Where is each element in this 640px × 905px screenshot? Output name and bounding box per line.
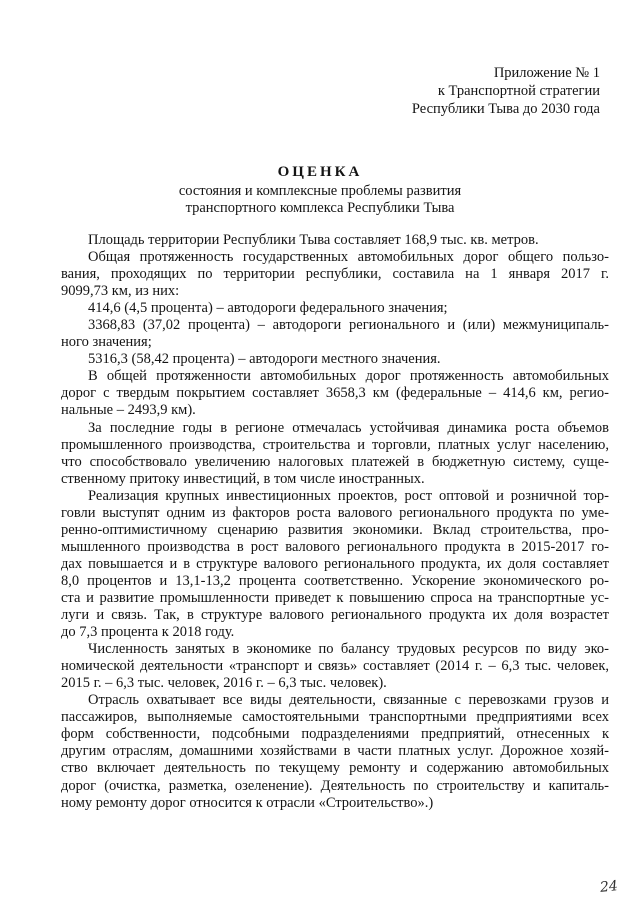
body-line: до 7,3 процента к 2018 году. [61,624,235,641]
subtitle-line: состояния и комплексные проблемы развития [178,183,462,199]
handwritten-page-number: 24 [599,878,619,896]
body-line: дорог (очистка, разметка, озеленение). Деятельность по строительству и капиталь- [61,777,609,794]
body-line: 5316,3 (58,42 процента) – автодороги местного значения. [88,351,441,368]
body-line: 8,0 процентов и 13,1-13,2 процента соответственно. Ускорение экономического ро- [61,572,609,589]
body-line: ному ремонту дорог относится к отрасли «Строительство».) [61,794,434,811]
appendix-line: Республики Тыва до 2030 года [411,101,600,117]
body-line: В общей протяженности автомобильных дорог протяженность автомобильных [88,368,609,385]
body-line: 2015 г. – 6,3 тыс. человек, 2016 г. – 6,3 тыс. человек). [61,675,387,692]
body-line: За последние годы в регионе отмечалась устойчивая динамика роста объемов [88,419,609,436]
body-line: номической деятельности «транспорт и связь» составляет (2014 г. – 6,3 тыс. человек, [61,658,609,675]
body-line: дах повышается и в структуре валового регионального продукта, их доля составляет [61,555,609,572]
body-line: говли выступят одним из факторов роста валового регионального продукта по уме- [61,504,609,521]
body-line: мышленного производства в рост валового регионального продукта в 2015-2017 го- [61,538,609,555]
appendix-header [412,64,600,118]
body-line: форм собственности, подсобными подразделениями предприятий, отнесенных к [61,726,609,743]
subtitle-line: транспортного комплекса Республики Тыва [185,200,455,216]
body-line: луги и связь. Так, в структуре валового регионального продукта их доля возрастет [61,607,609,624]
body-line: Отрасль охватывает все виды деятельности, связанные с перевозками грузов и [88,692,609,709]
body-line: промышленного производства, строительства и торговли, платных услуг населению, [61,436,609,453]
body-line: Площадь территории Республики Тыва составляет 168,9 тыс. кв. метров. [88,232,539,248]
body-line: ренно-оптимистичному сценарию развития экономики. Вклад строительства, про- [61,521,609,538]
body-line: что способствовало увеличению налоговых платежей в бюджетную систему, суще- [61,453,609,470]
body-line: ственному притоку инвестиций, в том числе иностранных. [61,470,425,487]
appendix-line: Приложение № 1 [493,65,600,81]
body-line: ного значения; [61,334,152,351]
body-line: Реализация крупных инвестиционных проектов, рост оптовой и розничной тор- [88,487,609,504]
body-line: Общая протяженность государственных автомобильных дорог общего пользо- [88,249,609,266]
body-line: другим отраслям, домашними хозяйствами в части платных услуг. Дорожное хозяй- [61,743,609,760]
body-text [61,232,609,812]
body-line: пассажиров, выполняемые самостоятельными транспортными предприятиями всех [61,709,609,726]
body-line: вания, проходящих по территории республики, составила на 1 января 2017 г. [61,266,609,283]
document-title: ОЦЕНКА [277,164,363,180]
body-line: 414,6 (4,5 процента) – автодороги федерального значения; [88,300,448,317]
body-line: дорог с твердым покрытием составляет 3658,3 км (федеральные – 414,6 км, регио- [61,385,609,402]
appendix-line: к Транспортной стратегии [437,83,600,99]
body-line: Численность занятых в экономике по балансу трудовых ресурсов по виду эко- [88,641,609,658]
body-line: 9099,73 км, из них: [61,283,180,300]
body-line: ста и развитие промышленности приведет к повышению спроса на транспортные ус- [61,589,609,606]
body-line: 3368,83 (37,02 процента) – автодороги регионального и (или) межмуниципаль- [88,317,609,334]
body-line: нальные – 2493,9 км). [61,402,196,419]
body-line: ство включает деятельность по текущему ремонту и содержанию автомобильных [61,760,609,777]
document-subtitle [0,183,640,217]
